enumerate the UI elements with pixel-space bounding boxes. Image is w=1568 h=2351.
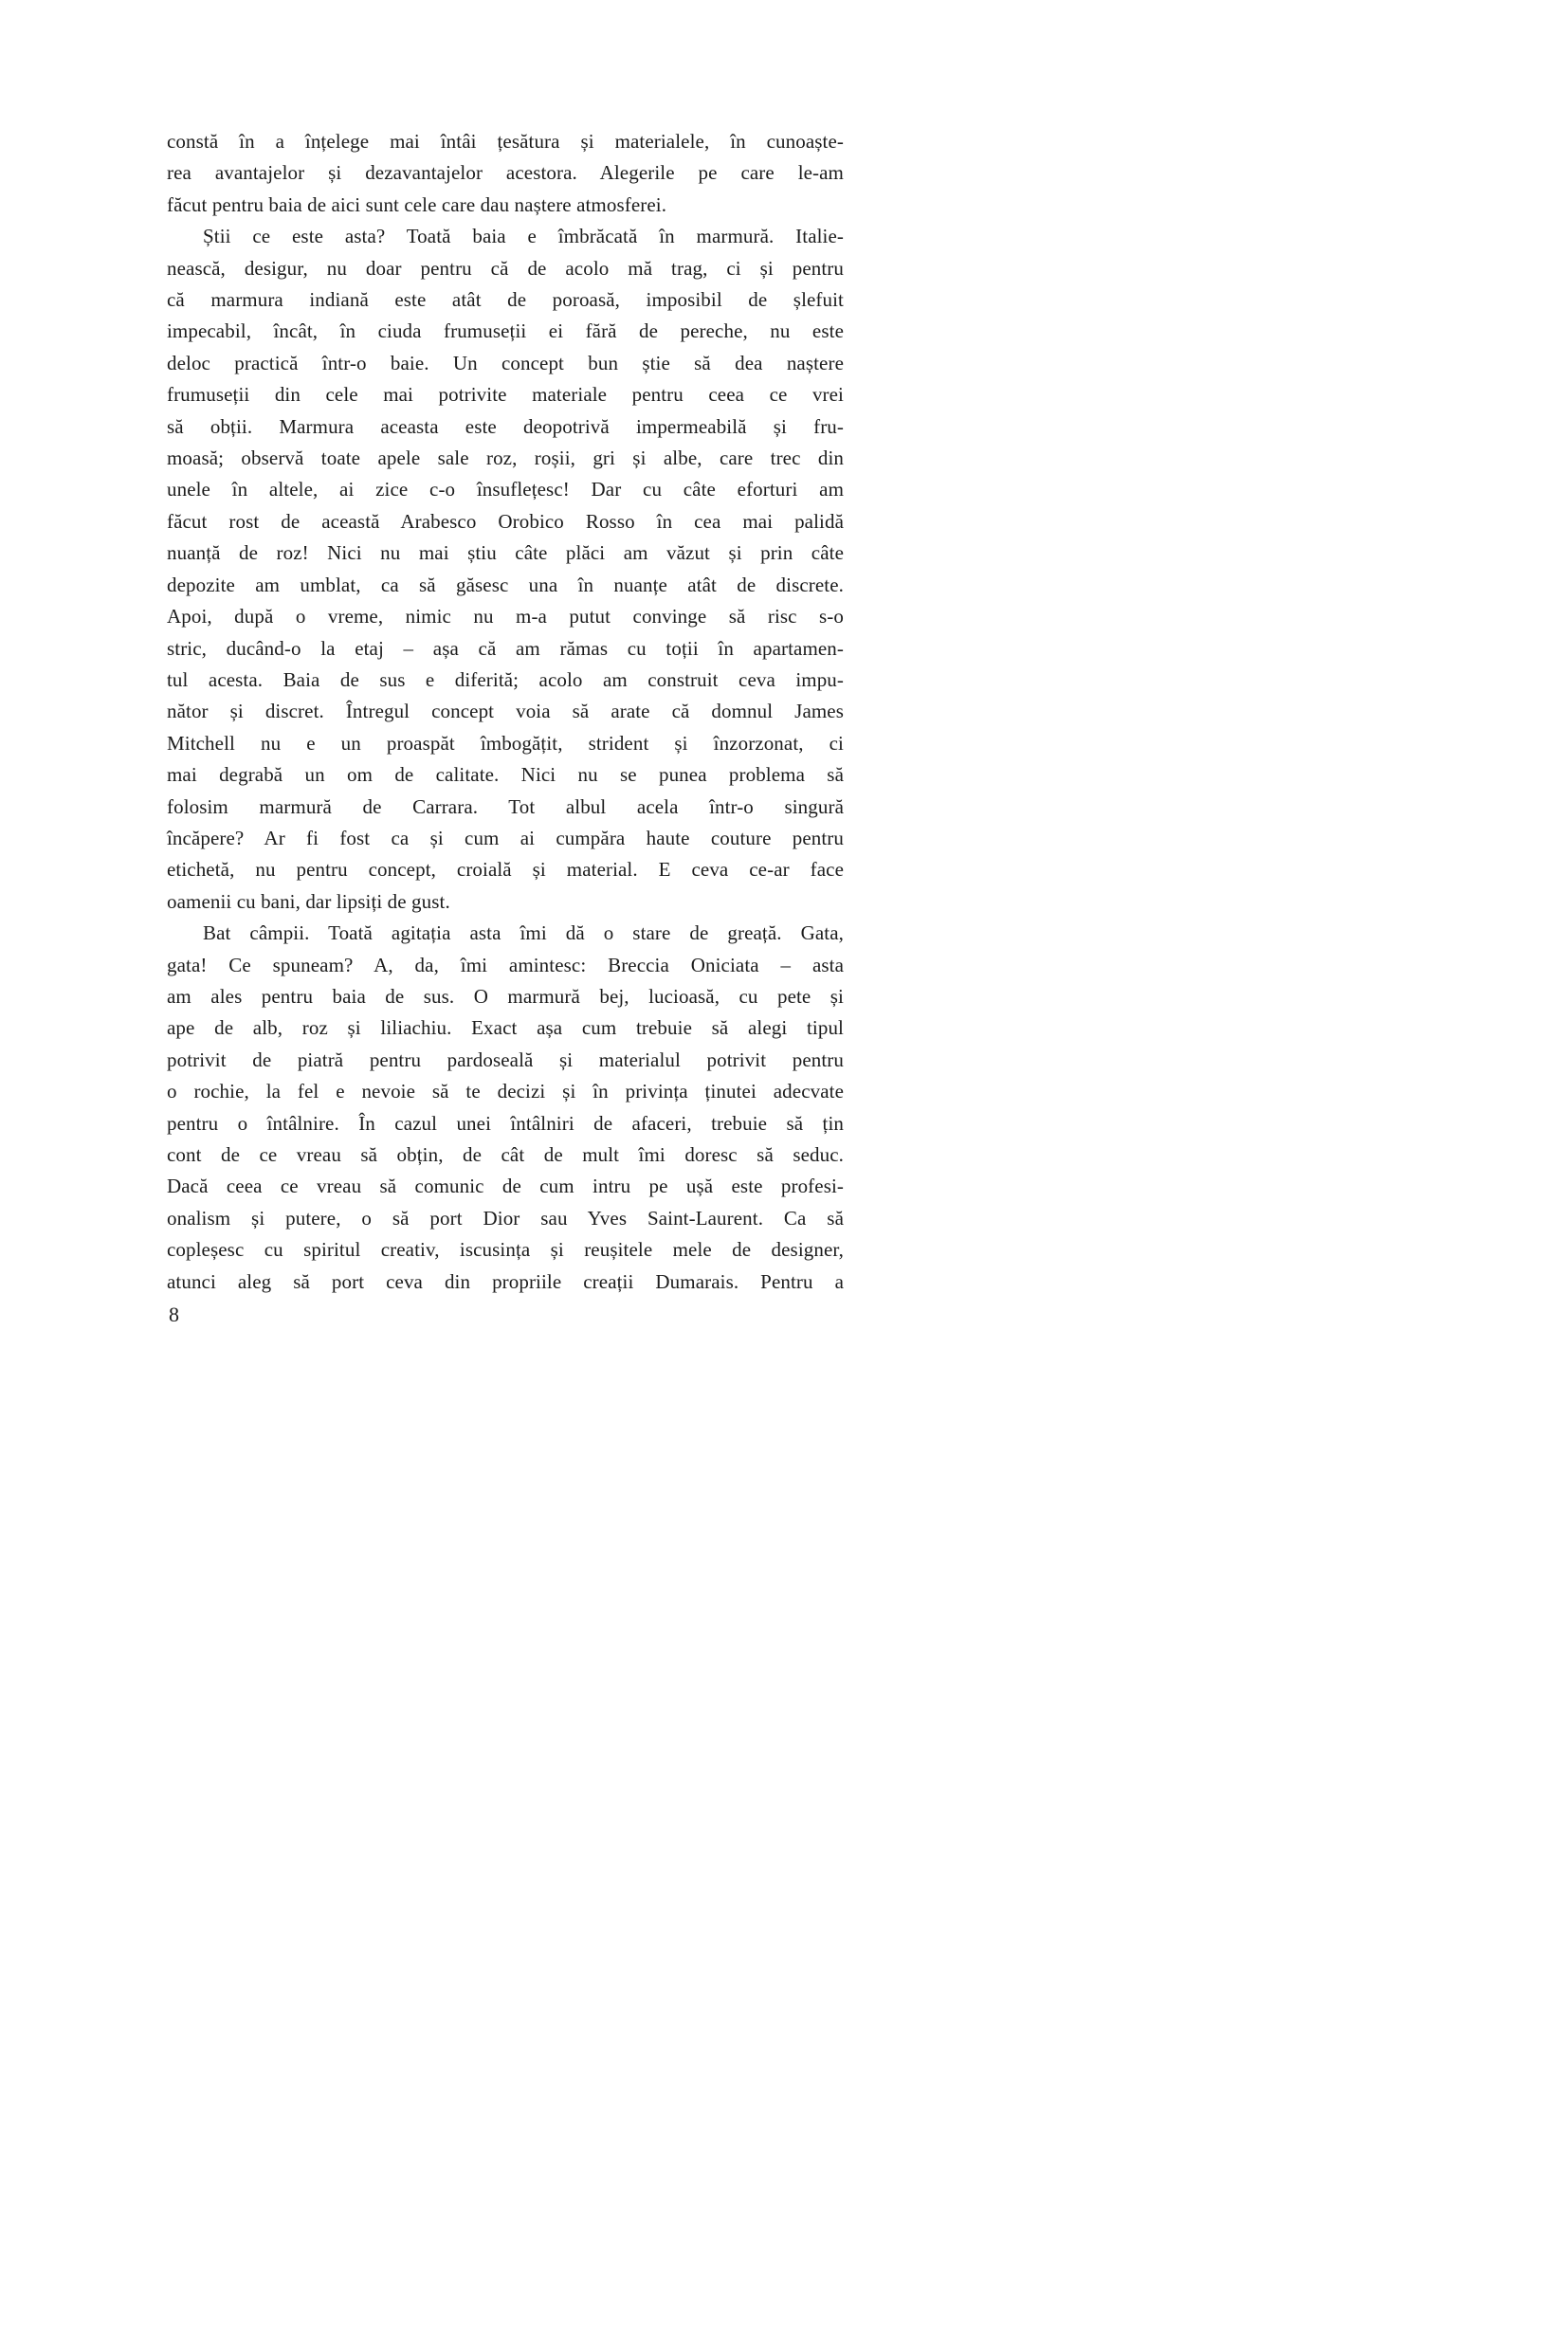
text-line: potrivit de piatră pentru pardoseală și materialul potrivit pentru bbox=[167, 1048, 844, 1071]
text-line: folosim marmură de Carrara. Tot albul acela într-o singură bbox=[167, 794, 844, 818]
text-line: cont de ce vreau să obțin, de cât de mult îmi doresc să seduc. bbox=[167, 1143, 844, 1166]
text-line: nător și discret. Întregul concept voia să arate că domnul James bbox=[167, 700, 844, 723]
text-line: atunci aleg să port ceva din propriile creații Dumarais. Pentru a bbox=[167, 1269, 844, 1293]
text-line: Dacă ceea ce vreau să comunic de cum intru pe ușă este profesi- bbox=[167, 1175, 844, 1198]
text-line: făcut pentru baia de aici sunt cele care dau naștere atmosferei. bbox=[167, 192, 667, 216]
text-line: depozite am umblat, ca să găsesc una în nuanțe atât de discrete. bbox=[167, 573, 844, 596]
text-line: încăpere? Ar fi fost ca și cum ai cumpăra haute couture pentru bbox=[167, 826, 844, 849]
text-line: pentru o întâlnire. În cazul unei întâlniri de afaceri, trebuie să țin bbox=[167, 1111, 844, 1135]
text-line: stric, ducând-o la etaj – așa că am rămas cu toții în apartamen- bbox=[167, 636, 844, 660]
text-line: etichetă, nu pentru concept, croială și material. E ceva ce-ar face bbox=[167, 858, 844, 882]
paragraph bbox=[167, 126, 844, 221]
text-line: am ales pentru baia de sus. O marmură bej, lucioasă, cu pete și bbox=[167, 984, 844, 1008]
paragraph bbox=[167, 918, 844, 1298]
text-line: să obții. Marmura aceasta este deopotrivă impermeabilă și fru- bbox=[167, 414, 844, 438]
text-line: tul acesta. Baia de sus e diferită; acolo am construit ceva impu- bbox=[167, 667, 844, 691]
text-line: unele în altele, ai zice c-o însuflețesc! Dar cu câte eforturi am bbox=[167, 478, 844, 501]
paragraph bbox=[167, 221, 844, 918]
text-line: Mitchell nu e un proaspăt îmbogățit, strident și înzorzonat, ci bbox=[167, 731, 844, 755]
text-line: oamenii cu bani, dar lipsiți de gust. bbox=[167, 889, 450, 913]
text-line: făcut rost de această Arabesco Orobico Rosso în cea mai palidă bbox=[167, 509, 844, 533]
text-line: gata! Ce spuneam? A, da, îmi amintesc: Breccia Oniciata – asta bbox=[167, 953, 844, 976]
text-line: Știi ce este asta? Toată baia e îmbrăcată în marmură. Italie- bbox=[203, 225, 844, 248]
text-line: nească, desigur, nu doar pentru că de acolo mă trag, ci și pentru bbox=[167, 256, 844, 280]
page-number: 8 bbox=[169, 1303, 179, 1326]
text-line: onalism și putere, o să port Dior sau Yves Saint-Laurent. Ca să bbox=[167, 1206, 844, 1230]
text-line: rea avantajelor și dezavantajelor acestora. Alegerile pe care le-am bbox=[167, 161, 844, 185]
text-line: nuanță de roz! Nici nu mai știu câte plăci am văzut și prin câte bbox=[167, 541, 844, 565]
text-line: frumuseții din cele mai potrivite materiale pentru ceea ce vrei bbox=[167, 383, 844, 407]
page-text bbox=[167, 126, 844, 1298]
text-line: moasă; observă toate apele sale roz, roșii, gri și albe, care trec din bbox=[167, 447, 844, 470]
text-line: ape de alb, roz și liliachiu. Exact așa cum trebuie să alegi tipul bbox=[167, 1016, 844, 1040]
text-line: copleșesc cu spiritul creativ, iscusința și reușitele mele de designer, bbox=[167, 1238, 844, 1262]
text-line: o rochie, la fel e nevoie să te decizi și în privința ținutei adecvate bbox=[167, 1080, 844, 1103]
text-line: deloc practică într-o baie. Un concept bun știe să dea naștere bbox=[167, 351, 844, 374]
text-line: Bat câmpii. Toată agitația asta îmi dă o stare de greață. Gata, bbox=[203, 921, 844, 945]
text-line: că marmura indiană este atât de poroasă, imposibil de șlefuit bbox=[167, 288, 844, 312]
text-line: impecabil, încât, în ciuda frumuseții ei fără de pereche, nu este bbox=[167, 319, 844, 343]
text-line: mai degrabă un om de calitate. Nici nu se punea problema să bbox=[167, 763, 844, 787]
text-line: constă în a înțelege mai întâi țesătura și materialele, în cunoaște- bbox=[167, 130, 844, 153]
text-line: Apoi, după o vreme, nimic nu m-a putut convinge să risc s-o bbox=[167, 605, 844, 629]
